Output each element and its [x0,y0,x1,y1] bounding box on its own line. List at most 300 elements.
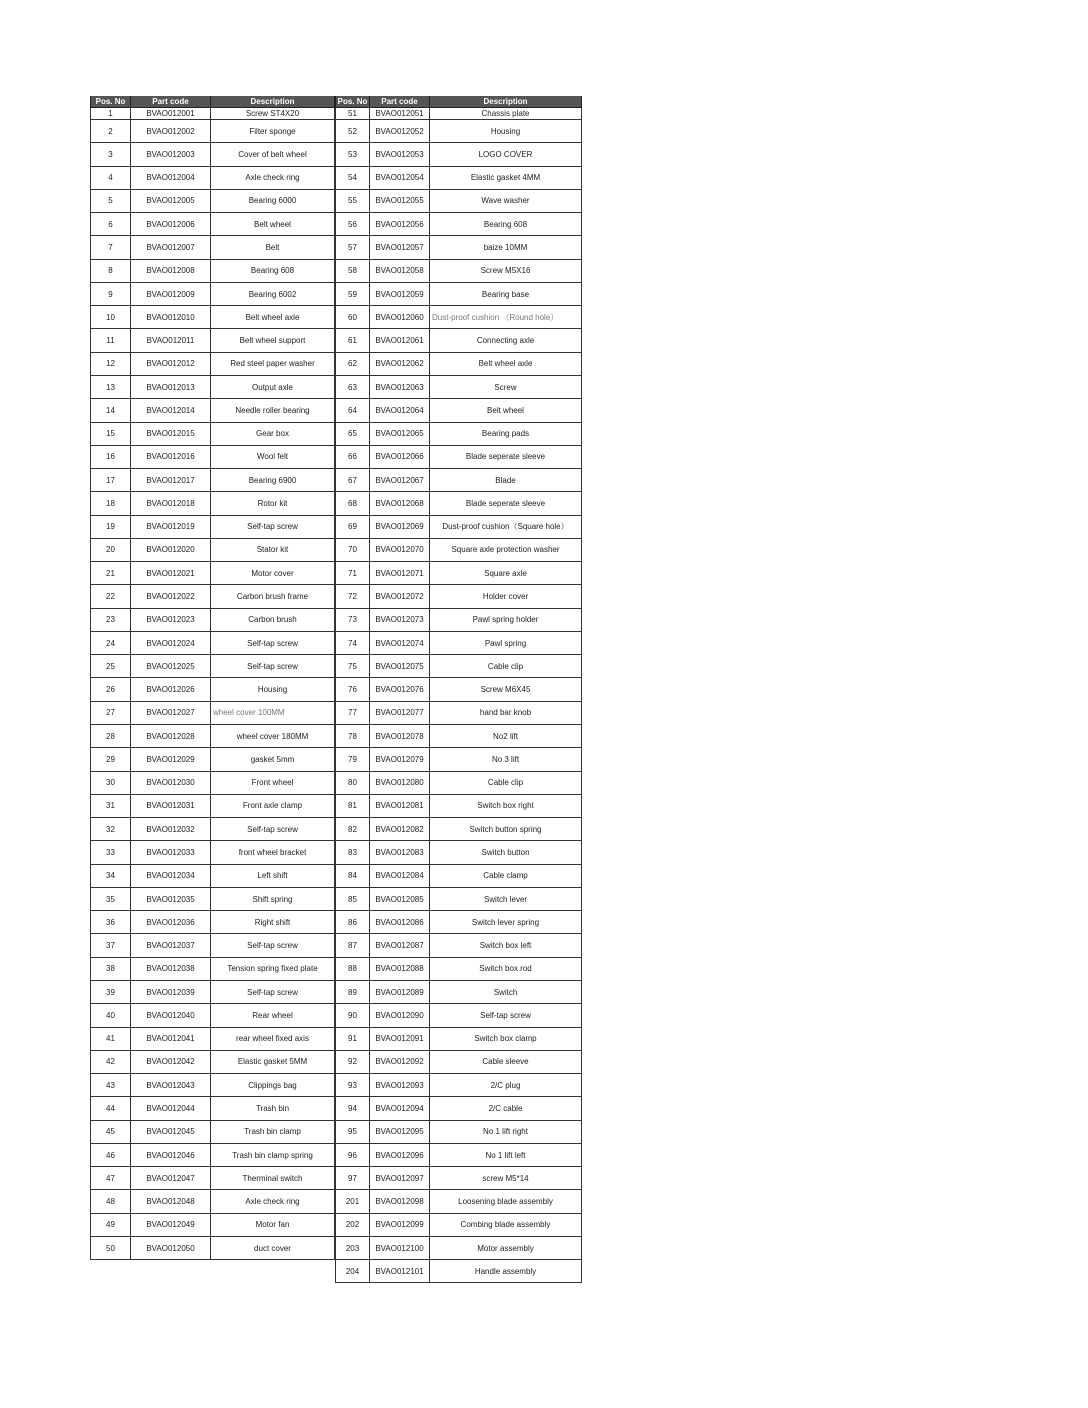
cell-description: Housing [211,678,335,701]
cell-part-code: BVAO012067 [370,469,430,492]
table-row [90,492,582,515]
cell-part-code: BVAO012011 [131,329,211,352]
cell-description: Clippings bag [211,1074,335,1097]
cell-pos-no: 37 [90,934,131,957]
cell-description: Dust-proof cushion（Square hole） [430,516,582,539]
table-row [90,911,582,934]
cell-description: Belt wheel axle [430,353,582,376]
cell-pos-no: 22 [90,585,131,608]
cell-description: rear wheel fixed axis [211,1028,335,1051]
cell-description: gasket 5mm [211,748,335,771]
cell-pos-no: 44 [90,1097,131,1120]
cell-description: Handle assembly [430,1260,582,1283]
cell-description: Wave washer [430,190,582,213]
cell-part-code: BVAO012037 [131,934,211,957]
table-row [90,399,582,422]
cell-description: Self-tap screw [211,934,335,957]
cell-pos-no: 42 [90,1051,131,1074]
cell-part-code: BVAO012042 [131,1051,211,1074]
table-row [90,1028,582,1051]
cell-description: Combing blade assembly [430,1214,582,1237]
cell-description: Belt wheel [430,399,582,422]
cell-description: screw M5*14 [430,1167,582,1190]
cell-part-code: BVAO012101 [370,1260,430,1283]
cell-description: Switch box right [430,795,582,818]
cell-part-code: BVAO012051 [370,108,430,120]
cell-pos-no: 73 [335,609,370,632]
cell-description: No 3 lift [430,748,582,771]
cell-part-code: BVAO012081 [370,795,430,818]
cell-description: Trash bin clamp [211,1121,335,1144]
cell-pos-no: 89 [335,981,370,1004]
cell-description: Pawl spring [430,632,582,655]
cell-description: Belt [211,236,335,259]
cell-part-code: BVAO012077 [370,702,430,725]
cell-description: Rear wheel [211,1004,335,1027]
cell-description: Self-tap screw [211,655,335,678]
cell-description: Bearing pads [430,423,582,446]
table-row [90,213,582,236]
cell-description: Screw ST4X20 [211,108,335,120]
cell-part-code: BVAO012078 [370,725,430,748]
cell-description: Carbon brush frame [211,585,335,608]
table-row [90,562,582,585]
cell-pos-no: 38 [90,958,131,981]
table-row [90,446,582,469]
cell-description: Front axle clamp [211,795,335,818]
cell-pos-no: 40 [90,1004,131,1027]
cell-part-code: BVAO012005 [131,190,211,213]
cell-part-code: BVAO012060 [370,306,430,329]
cell-description: Bearing base [430,283,582,306]
cell-part-code: BVAO012020 [131,539,211,562]
cell-part-code: BVAO012030 [131,772,211,795]
cell-description: Carbon brush [211,609,335,632]
cell-part-code: BVAO012070 [370,539,430,562]
cell-part-code: BVAO012023 [131,609,211,632]
cell-part-code: BVAO012080 [370,772,430,795]
cell-pos-no: 47 [90,1167,131,1190]
table-row [90,655,582,678]
cell-part-code: BVAO012074 [370,632,430,655]
cell-description: Self-tap screw [211,516,335,539]
cell-part-code: BVAO012036 [131,911,211,934]
table-row [90,108,582,120]
cell-pos-no: 13 [90,376,131,399]
cell-part-code: BVAO012085 [370,888,430,911]
cell-pos-no: 67 [335,469,370,492]
table-row [90,981,582,1004]
cell-part-code: BVAO012063 [370,376,430,399]
cell-pos-no: 97 [335,1167,370,1190]
table-row [90,841,582,864]
cell-description: Switch button spring [430,818,582,841]
cell-pos-no: 81 [335,795,370,818]
cell-description: Axle check ring [211,167,335,190]
cell-part-code: BVAO012065 [370,423,430,446]
cell-part-code: BVAO012040 [131,1004,211,1027]
cell-pos-no: 19 [90,516,131,539]
table-row [90,725,582,748]
cell-description: wheel cover 100MM [211,702,335,725]
cell-description: Blade [430,469,582,492]
cell-part-code: BVAO012083 [370,841,430,864]
cell-pos-no: 66 [335,446,370,469]
cell-pos-no: 50 [90,1237,131,1260]
cell-part-code: BVAO012068 [370,492,430,515]
cell-pos-no: 91 [335,1028,370,1051]
cell-pos-no: 9 [90,283,131,306]
cell-pos-no: 5 [90,190,131,213]
cell-description: Elastic gasket 5MM [211,1051,335,1074]
cell-part-code: BVAO012027 [131,702,211,725]
cell-part-code: BVAO012052 [370,120,430,143]
cell-pos-no: 202 [335,1214,370,1237]
cell-part-code: BVAO012001 [131,108,211,120]
table-row [90,469,582,492]
table-row [90,678,582,701]
cell-pos-no: 30 [90,772,131,795]
cell-pos-no: 31 [90,795,131,818]
cell-part-code: BVAO012053 [370,143,430,166]
table-row [90,423,582,446]
cell-description: Motor assembly [430,1237,582,1260]
cell-pos-no: 90 [335,1004,370,1027]
header-part-code: Part code [370,96,430,108]
cell-description: Switch box rod [430,958,582,981]
cell-pos-no: 11 [90,329,131,352]
cell-part-code: BVAO012022 [131,585,211,608]
cell-pos-no: 35 [90,888,131,911]
cell-description: Cover of belt wheel [211,143,335,166]
cell-part-code: BVAO012056 [370,213,430,236]
cell-part-code: BVAO012013 [131,376,211,399]
cell-pos-no: 27 [90,702,131,725]
cell-description: No2 lift [430,725,582,748]
cell-part-code: BVAO012084 [370,865,430,888]
cell-description: Elastic gasket 4MM [430,167,582,190]
cell-pos-no: 71 [335,562,370,585]
cell-description: Motor cover [211,562,335,585]
cell-description: Bearing 6000 [211,190,335,213]
table-row [90,888,582,911]
cell-part-code: BVAO012075 [370,655,430,678]
cell-pos-no: 21 [90,562,131,585]
table-row [90,1004,582,1027]
cell-part-code: BVAO012092 [370,1051,430,1074]
cell-part-code: BVAO012038 [131,958,211,981]
cell-description: Self-tap screw [211,981,335,1004]
cell-part-code: BVAO012069 [370,516,430,539]
cell-part-code: BVAO012079 [370,748,430,771]
cell-description: baize 10MM [430,236,582,259]
cell-pos-no: 17 [90,469,131,492]
cell-part-code: BVAO012031 [131,795,211,818]
table-row [90,120,582,143]
cell-pos-no: 39 [90,981,131,1004]
cell-description: Trash bin [211,1097,335,1120]
cell-description: Therminal switch [211,1167,335,1190]
cell-part-code: BVAO012032 [131,818,211,841]
cell-pos-no: 78 [335,725,370,748]
cell-pos-no: 25 [90,655,131,678]
cell-part-code: BVAO012004 [131,167,211,190]
cell-description: Switch button [430,841,582,864]
cell-pos-no: 14 [90,399,131,422]
cell-part-code: BVAO012100 [370,1237,430,1260]
table-row [90,632,582,655]
table-row [90,376,582,399]
table-row [90,1097,582,1120]
header-part-code: Part code [131,96,211,108]
cell-description: front wheel bracket [211,841,335,864]
table-row [90,702,582,725]
cell-part-code: BVAO012072 [370,585,430,608]
cell-part-code: BVAO012049 [131,1214,211,1237]
cell-pos-no: 23 [90,609,131,632]
cell-part-code: BVAO012041 [131,1028,211,1051]
cell-pos-no: 43 [90,1074,131,1097]
cell-pos-no: 28 [90,725,131,748]
cell-description: Self-tap screw [430,1004,582,1027]
table-row [90,748,582,771]
cell-part-code: BVAO012028 [131,725,211,748]
cell-pos-no: 2 [90,120,131,143]
cell-part-code: BVAO012012 [131,353,211,376]
cell-part-code: BVAO012097 [370,1167,430,1190]
cell-pos-no: 83 [335,841,370,864]
cell-description: Switch box left [430,934,582,957]
cell-part-code: BVAO012014 [131,399,211,422]
cell-pos-no: 6 [90,213,131,236]
cell-description: Wool felt [211,446,335,469]
table-row [90,958,582,981]
cell-part-code: BVAO012034 [131,865,211,888]
cell-pos-no: 92 [335,1051,370,1074]
cell-part-code: BVAO012007 [131,236,211,259]
cell-description: Gear box [211,423,335,446]
cell-part-code: BVAO012047 [131,1167,211,1190]
cell-description: Filter sponge [211,120,335,143]
cell-description: Tension spring fixed plate [211,958,335,981]
cell-part-code: BVAO012087 [370,934,430,957]
header-description: Description [211,96,335,108]
cell-pos-no: 3 [90,143,131,166]
cell-pos-no: 24 [90,632,131,655]
cell-description: No 1 lift right [430,1121,582,1144]
cell-part-code: BVAO012044 [131,1097,211,1120]
cell-pos-no: 84 [335,865,370,888]
table-row [90,1237,582,1260]
cell-pos-no: 34 [90,865,131,888]
cell-part-code: BVAO012098 [370,1190,430,1213]
cell-part-code: BVAO012076 [370,678,430,701]
cell-description: wheel cover 180MM [211,725,335,748]
cell-description: Switch lever [430,888,582,911]
cell-part-code: BVAO012059 [370,283,430,306]
cell-description: Bearing 608 [211,260,335,283]
cell-part-code: BVAO012018 [131,492,211,515]
cell-description: Switch lever spring [430,911,582,934]
table-row [90,1121,582,1144]
cell-description: Loosening blade assembly [430,1190,582,1213]
cell-part-code: BVAO012095 [370,1121,430,1144]
cell-pos-no: 204 [335,1260,370,1283]
cell-pos-no: 201 [335,1190,370,1213]
header-description: Description [430,96,582,108]
cell-part-code: BVAO012090 [370,1004,430,1027]
cell-pos-no: 57 [335,236,370,259]
cell-description: Square axle [430,562,582,585]
cell-description: Switch [430,981,582,1004]
cell-part-code: BVAO012099 [370,1214,430,1237]
table-row [90,865,582,888]
cell-description: Bearing 608 [430,213,582,236]
cell-pos-no: 96 [335,1144,370,1167]
cell-description: Dust-proof cushion （Round hole） [430,306,582,329]
cell-description: Front wheel [211,772,335,795]
cell-pos-no: 72 [335,585,370,608]
cell-description: Chassis plate [430,108,582,120]
table-row [90,516,582,539]
cell-description: hand bar knob [430,702,582,725]
table-row [90,1214,582,1237]
cell-description: Needle roller bearing [211,399,335,422]
cell-part-code: BVAO012017 [131,469,211,492]
cell-part-code: BVAO012024 [131,632,211,655]
cell-part-code: BVAO012062 [370,353,430,376]
cell-pos-no: 20 [90,539,131,562]
cell-part-code: BVAO012089 [370,981,430,1004]
cell-description: Square axle protection washer [430,539,582,562]
cell-pos-no: 15 [90,423,131,446]
cell-part-code: BVAO012054 [370,167,430,190]
cell-pos-no: 69 [335,516,370,539]
cell-description [211,1260,335,1283]
cell-pos-no: 86 [335,911,370,934]
cell-description: Holder cover [430,585,582,608]
cell-part-code: BVAO012045 [131,1121,211,1144]
table-row [90,283,582,306]
cell-description: duct cover [211,1237,335,1260]
cell-part-code: BVAO012082 [370,818,430,841]
table-row [90,1167,582,1190]
cell-part-code: BVAO012026 [131,678,211,701]
cell-description: Cable sleeve [430,1051,582,1074]
cell-description: Screw [430,376,582,399]
cell-description: No 1 lift left [430,1144,582,1167]
table-row [90,585,582,608]
cell-pos-no: 88 [335,958,370,981]
cell-description: Switch box clamp [430,1028,582,1051]
cell-part-code: BVAO012021 [131,562,211,585]
table-row [90,818,582,841]
table-row [90,143,582,166]
cell-part-code [131,1260,211,1283]
cell-pos-no: 93 [335,1074,370,1097]
cell-pos-no: 95 [335,1121,370,1144]
cell-part-code: BVAO012064 [370,399,430,422]
cell-pos-no: 53 [335,143,370,166]
cell-pos-no: 94 [335,1097,370,1120]
cell-part-code: BVAO012050 [131,1237,211,1260]
cell-description: Red steel paper washer [211,353,335,376]
cell-description: Left shift [211,865,335,888]
cell-pos-no: 29 [90,748,131,771]
cell-part-code: BVAO012008 [131,260,211,283]
cell-description: Cable clip [430,655,582,678]
cell-part-code: BVAO012048 [131,1190,211,1213]
cell-description: Right shift [211,911,335,934]
cell-pos-no: 48 [90,1190,131,1213]
cell-pos-no: 87 [335,934,370,957]
cell-pos-no: 55 [335,190,370,213]
cell-description: Cable clip [430,772,582,795]
cell-pos-no: 10 [90,306,131,329]
cell-pos-no: 45 [90,1121,131,1144]
cell-part-code: BVAO012088 [370,958,430,981]
cell-part-code: BVAO012058 [370,260,430,283]
cell-description: Self-tap screw [211,632,335,655]
cell-pos-no: 68 [335,492,370,515]
cell-pos-no: 46 [90,1144,131,1167]
cell-part-code: BVAO012010 [131,306,211,329]
cell-description: Self-tap screw [211,818,335,841]
cell-pos-no: 75 [335,655,370,678]
cell-pos-no: 8 [90,260,131,283]
cell-pos-no: 58 [335,260,370,283]
cell-description: Screw M5X16 [430,260,582,283]
cell-part-code: BVAO012057 [370,236,430,259]
cell-pos-no: 51 [335,108,370,120]
cell-pos-no: 76 [335,678,370,701]
cell-part-code: BVAO012009 [131,283,211,306]
cell-pos-no: 70 [335,539,370,562]
cell-part-code: BVAO012086 [370,911,430,934]
table-row [90,353,582,376]
cell-description: Belt wheel axle [211,306,335,329]
cell-pos-no: 65 [335,423,370,446]
cell-part-code: BVAO012043 [131,1074,211,1097]
cell-pos-no: 4 [90,167,131,190]
cell-description: 2/C plug [430,1074,582,1097]
cell-pos-no [90,1260,131,1283]
cell-pos-no: 41 [90,1028,131,1051]
cell-part-code: BVAO012006 [131,213,211,236]
cell-part-code: BVAO012094 [370,1097,430,1120]
cell-part-code: BVAO012025 [131,655,211,678]
cell-description: Blade seperate sleeve [430,492,582,515]
table-row [90,795,582,818]
cell-part-code: BVAO012046 [131,1144,211,1167]
cell-description: Cable clamp [430,865,582,888]
cell-part-code: BVAO012055 [370,190,430,213]
cell-pos-no: 32 [90,818,131,841]
cell-description: Bearing 6900 [211,469,335,492]
cell-description: Housing [430,120,582,143]
cell-description: LOGO COVER [430,143,582,166]
cell-pos-no: 61 [335,329,370,352]
cell-pos-no: 36 [90,911,131,934]
table-row [90,236,582,259]
cell-part-code: BVAO012093 [370,1074,430,1097]
table-row [90,190,582,213]
cell-pos-no: 80 [335,772,370,795]
cell-description: Trash bin clamp spring [211,1144,335,1167]
table-row [90,1051,582,1074]
header-row [90,96,582,108]
cell-part-code: BVAO012073 [370,609,430,632]
